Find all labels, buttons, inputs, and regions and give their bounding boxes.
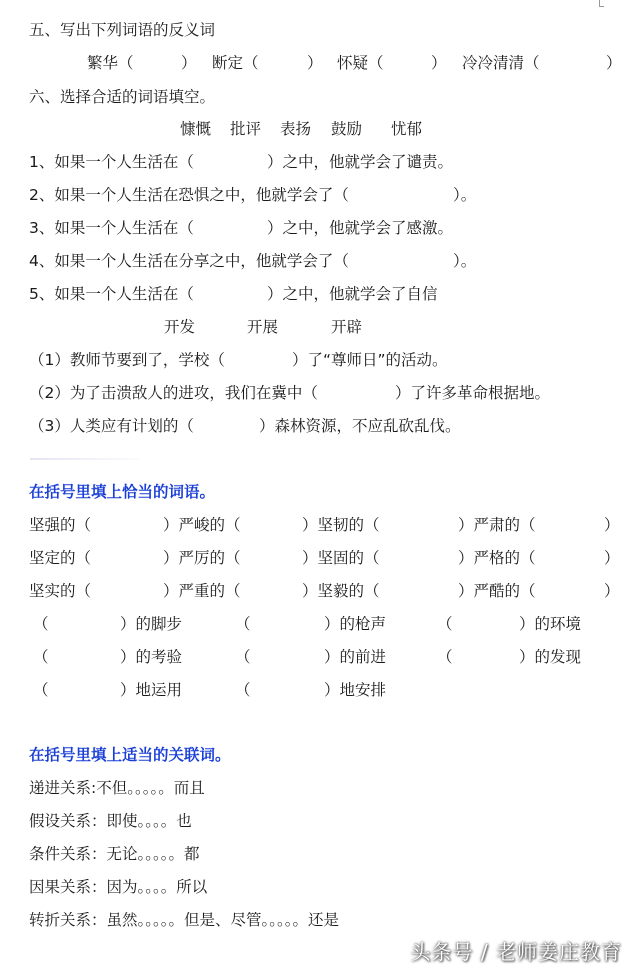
antonym-close: ）: [181, 54, 197, 72]
word-option: 开辟: [331, 318, 363, 336]
source-watermark: 头条号 / 老师姜庄教育: [410, 940, 622, 964]
relation-text: 递进关系:不但。。。。。而且: [29, 779, 205, 797]
grid-cell: ）严肃的（: [458, 516, 536, 534]
sentence-part: ）森林资源，不应乱砍乱伐。: [259, 417, 461, 435]
grid-cell: ）: [604, 549, 620, 567]
sentence-part: （1）教师节要到了，学校（: [29, 351, 225, 369]
phrase-part: （: [33, 681, 49, 699]
section7-title: 在括号里填上恰当的词语。: [29, 483, 216, 501]
sentence-row: [0, 149, 640, 175]
section6-title: 六、选择合适的词语填空。: [29, 88, 216, 106]
section8-title: 在括号里填上适当的关联词。: [29, 746, 231, 764]
relation-row: [0, 775, 640, 801]
phrase-row: [0, 677, 640, 703]
relation-row: [0, 874, 640, 900]
grid-cell: ）严格的（: [458, 549, 536, 567]
relation-text: 转折关系：虽然。。。。。但是、尽管。。。。。还是: [29, 911, 340, 929]
phrase-part: （: [235, 648, 251, 666]
page-corner-mark: [599, 0, 604, 7]
sentence-part: 3、如果一个人生活在（: [29, 219, 194, 237]
word-option: 表扬: [280, 120, 312, 138]
relation-text: 条件关系：无论。。。。。都: [29, 845, 200, 863]
sentence-part: ）。: [453, 252, 477, 270]
grid-cell: 坚定的（: [29, 549, 92, 567]
phrase-part: ）的枪声: [324, 615, 387, 633]
section6-options-row: [0, 116, 640, 142]
sentence-row: [0, 248, 640, 274]
relation-text: 因果关系：因为。。。。所以: [29, 878, 208, 896]
relation-text: 假设关系：即使。。。。也: [29, 812, 192, 830]
phrase-part: ）地运用: [120, 681, 183, 699]
section5-title: 五、写出下列词语的反义词: [29, 21, 216, 39]
grid-cell: ）严重的（: [163, 582, 241, 600]
word-option: 慷慨: [180, 120, 212, 138]
grid-cell: 坚强的（: [29, 516, 92, 534]
word-option: 批评: [230, 120, 262, 138]
word-option: 忧郁: [391, 120, 423, 138]
grid-cell: ）坚毅的（: [302, 582, 380, 600]
sentence-part: 1、如果一个人生活在（: [29, 153, 194, 171]
sentence-part: ）之中，他就学会了自信: [267, 285, 438, 303]
phrase-part: （: [437, 648, 453, 666]
antonym-item: 断定（: [212, 54, 259, 72]
sentence-part: （2）为了击溃敌人的进攻，我们在冀中（: [29, 384, 318, 402]
grid-cell: ）坚固的（: [302, 549, 380, 567]
phrase-row: [0, 644, 640, 670]
section8-title-row: [0, 742, 640, 768]
sentence-row: [0, 347, 640, 373]
phrase-part: （: [33, 648, 49, 666]
antonym-close: ）: [606, 54, 622, 72]
antonym-close: ）: [431, 54, 447, 72]
sentence-part: 5、如果一个人生活在（: [29, 285, 194, 303]
sentence-part: ）了许多革命根据地。: [395, 384, 551, 402]
grid-cell: ）: [604, 582, 620, 600]
antonym-item: 繁华（: [87, 54, 134, 72]
section6-title-row: [0, 84, 640, 110]
faint-artifact: [30, 458, 140, 460]
grid-cell: ）严峻的（: [163, 516, 241, 534]
sentence-part: ）了“尊师日”的活动。: [292, 351, 448, 369]
section5-items-row: [0, 50, 640, 76]
word-grid-row: [0, 578, 640, 604]
sentence-row: [0, 380, 640, 406]
phrase-part: （: [235, 615, 251, 633]
grid-cell: 坚实的（: [29, 582, 92, 600]
phrase-row: [0, 611, 640, 637]
sentence-part: ）之中，他就学会了感激。: [267, 219, 454, 237]
relation-row: [0, 808, 640, 834]
phrase-part: ）的脚步: [120, 615, 183, 633]
grid-cell: ）: [604, 516, 620, 534]
phrase-part: （: [437, 615, 453, 633]
phrase-part: （: [235, 681, 251, 699]
sentence-row: [0, 215, 640, 241]
phrase-part: （: [33, 615, 49, 633]
relation-row: [0, 841, 640, 867]
relation-row: [0, 907, 640, 933]
phrase-part: ）地安排: [324, 681, 387, 699]
grid-cell: ）坚韧的（: [302, 516, 380, 534]
sentence-row: [0, 281, 640, 307]
sentence-row: [0, 413, 640, 439]
grid-cell: ）严酷的（: [458, 582, 536, 600]
sentence-part: 4、如果一个人生活在分享之中，他就学会了（: [29, 252, 349, 270]
phrase-part: ）的环境: [519, 615, 582, 633]
sentence-part: ）。: [453, 186, 477, 204]
phrase-part: ）的发现: [519, 648, 582, 666]
phrase-part: ）的考验: [120, 648, 183, 666]
word-grid-row: [0, 512, 640, 538]
antonym-item: 怀疑（: [337, 54, 384, 72]
word-option: 开展: [247, 318, 279, 336]
word-grid-row: [0, 545, 640, 571]
sentence-part: （3）人类应有计划的（: [29, 417, 194, 435]
antonym-item: 冷冷清清（: [462, 54, 540, 72]
section5-title-row: [0, 17, 640, 43]
sentence-part: ）之中，他就学会了谴责。: [267, 153, 454, 171]
word-option: 开发: [164, 318, 196, 336]
sentence-row: [0, 182, 640, 208]
phrase-part: ）的前进: [324, 648, 387, 666]
grid-cell: ）严厉的（: [163, 549, 241, 567]
antonym-close: ）: [307, 54, 323, 72]
section6-options2-row: [0, 314, 640, 340]
section7-title-row: [0, 479, 640, 505]
word-option: 鼓励: [331, 120, 363, 138]
sentence-part: 2、如果一个人生活在恐惧之中，他就学会了（: [29, 186, 349, 204]
